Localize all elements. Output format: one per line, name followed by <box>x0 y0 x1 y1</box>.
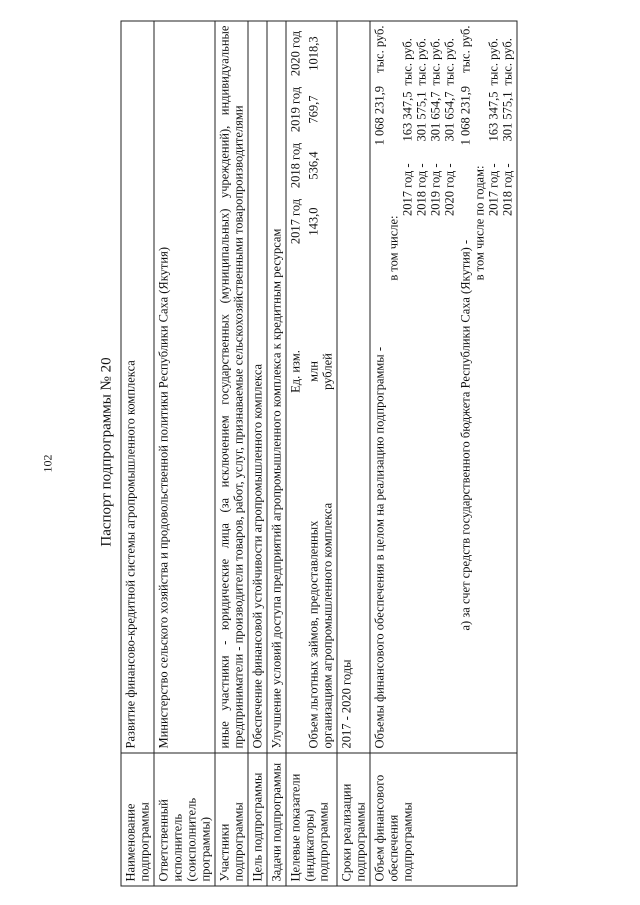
year-value: 301 575,1 <box>500 91 515 142</box>
year-unit: тыс. руб. <box>500 38 515 86</box>
rotated-page <box>1 0 640 905</box>
table-row <box>215 21 248 886</box>
row-value: Министерство сельского хозяйства и продовольственной политики Республики Саха (Якутия) <box>154 21 215 753</box>
finance-budget-unit: тыс. руб. <box>458 25 473 73</box>
year-value: 301 575,1 <box>414 91 429 142</box>
indicators-cell <box>286 21 337 753</box>
year-value: 301 654,7 <box>428 91 443 142</box>
passport-table <box>121 21 518 887</box>
finance-total-unit: тыс. руб. <box>372 25 387 73</box>
row-label: Участники подпрограммы <box>215 753 248 886</box>
indicator-value: 769,7 <box>306 95 321 124</box>
indicator-value: 1018,3 <box>306 36 321 71</box>
row-value: иные участники - юридические лица (за исключением государственных (муниципальных) учреждений), индивидуальные предприниматели - производители товаров, работ, услуг, признаваемые сельскохозяйственными товаропроизводителями <box>215 21 248 753</box>
row-value: Обеспечение финансовой устойчивости агропромышленного комплекса <box>248 21 267 753</box>
table-row <box>121 21 154 886</box>
finance-year-row <box>501 26 515 749</box>
finance-total <box>373 26 387 749</box>
year-label: 2018 год - <box>414 163 429 216</box>
finance-budget-text: а) за счет средств государственного бюджета Республики Саха (Якутия) - <box>458 239 473 631</box>
year-value: 163 347,5 <box>486 91 501 142</box>
finance-budget-incl: в том числе по годам: <box>472 165 487 281</box>
finance-budget-value: 1 068 231,9 <box>458 85 473 146</box>
indicator-unit: млн рублей <box>306 353 335 390</box>
row-label: Задачи подпрограммы <box>267 753 286 886</box>
page-title: Паспорт подпрограммы № 20 <box>98 357 115 547</box>
year-header: 2018 год <box>288 142 303 189</box>
indicator-value: 536,4 <box>306 151 321 180</box>
indicator-value: 143,0 <box>306 207 321 236</box>
year-header: 2020 год <box>288 30 303 77</box>
finance-years <box>401 26 457 749</box>
year-value: 301 654,7 <box>442 91 457 142</box>
year-label: 2020 год - <box>442 163 457 216</box>
row-value: Улучшение условий доступа предприятий агропромышленного комплекса к кредитным ресурсам <box>267 21 286 753</box>
table-row <box>248 21 267 886</box>
row-label: Наименование подпрограммы <box>121 753 154 886</box>
year-label: 2017 год - <box>486 163 501 216</box>
indicators-header <box>289 26 303 749</box>
table-row <box>267 21 286 886</box>
year-unit: тыс. руб. <box>442 38 457 86</box>
finance-incl: в том числе: <box>386 215 401 281</box>
year-header: 2019 год <box>288 86 303 133</box>
table-row <box>286 21 337 886</box>
unit-header: Ед. изм. <box>288 350 303 393</box>
finance-total-value: 1 068 231,9 <box>372 85 387 146</box>
row-label: Цель подпрограммы <box>248 753 267 886</box>
finance-year-row <box>415 26 429 749</box>
indicator-row <box>307 26 335 749</box>
finance-budget-total <box>459 26 473 749</box>
row-label: Целевые показатели (индикаторы) подпрограммы <box>286 753 337 886</box>
finance-year-row <box>401 26 415 749</box>
year-unit: тыс. руб. <box>414 38 429 86</box>
finance-year-row <box>429 26 443 749</box>
row-label: Объем финансового обеспечения подпрограммы <box>370 753 517 886</box>
year-label: 2017 год - <box>400 163 415 216</box>
year-unit: тыс. руб. <box>428 38 443 86</box>
finance-cell <box>370 21 517 753</box>
year-label: 2018 год - <box>500 163 515 216</box>
year-label: 2019 год - <box>428 163 443 216</box>
row-value: 2017 - 2020 годы <box>337 21 370 753</box>
year-unit: тыс. руб. <box>486 38 501 86</box>
row-value: Развитие финансово-кредитной системы агропромышленного комплекса <box>121 21 154 753</box>
page-number: 102 <box>40 454 55 473</box>
row-label: Ответственный исполнитель (соисполнитель программы) <box>154 753 215 886</box>
table-row <box>370 21 517 886</box>
year-header: 2017 год <box>288 198 303 245</box>
table-row <box>154 21 215 886</box>
row-label: Сроки реализации подпрограммы <box>337 753 370 886</box>
year-value: 163 347,5 <box>400 91 415 142</box>
year-unit: тыс. руб. <box>400 38 415 86</box>
finance-total-text: Объемы финансового обеспечения в целом на реализацию подпрограммы - <box>372 347 387 749</box>
finance-year-row <box>443 26 457 749</box>
table-row <box>337 21 370 886</box>
indicator-name: Объем льготных займов, предоставленных организациям агропромышленного комплекса <box>306 502 335 749</box>
finance-year-row <box>487 26 501 749</box>
finance-budget-years <box>487 26 515 749</box>
